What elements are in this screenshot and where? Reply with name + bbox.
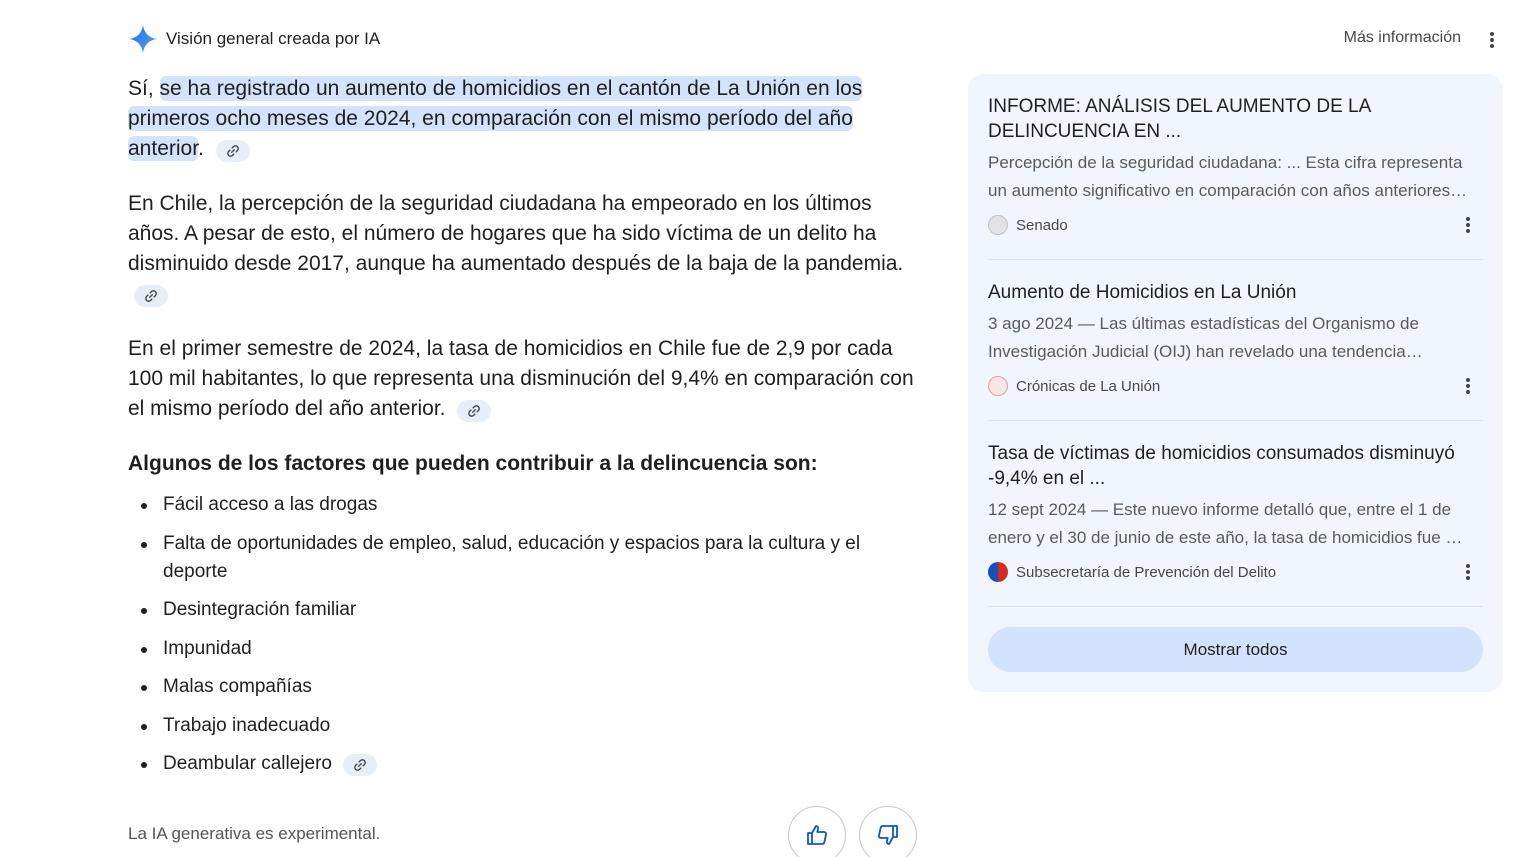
list-item: Falta de oportunidades de empleo, salud, educación y espacios para la cultura y el deporte [128,530,918,586]
thumbs-up-button[interactable] [788,806,846,857]
answer-paragraph-2: En Chile, la percepción de la seguridad ciudadana ha empeorado en los últimos años. A pesar de esto, el número de hogares que ha sido víctima de un delito ha disminuido desde 2017, aunque ha aumentado después de la baja de la pandemia. [128,189,918,309]
link-icon [467,404,481,418]
factors-list [128,491,918,778]
highlighted-answer[interactable]: se ha registrado un aumento de homicidios en el cantón de La Unión en los primeros ocho meses de 2024, en comparación con el mismo período del año anterior [128,77,863,160]
list-item: Desintegración familiar [128,596,918,624]
source-card-title[interactable]: Aumento de Homicidios en La Unión [988,282,1297,303]
more-options-icon[interactable] [1485,29,1499,51]
list-item: Malas compañías [128,673,918,701]
source-card-snippet: 3 ago 2024 — Las últimas estadísticas del Organismo de Investigación Judicial (OIJ) han revelado una tendencia… [988,314,1423,361]
answer-paragraph-3: En el primer semestre de 2024, la tasa de homicidios en Chile fue de 2,9 por cada 100 mil habitantes, lo que representa una disminución del 9,4% en comparación con el mismo período del año anterior. [128,337,914,420]
divider [988,259,1483,260]
divider [988,420,1483,421]
show-all-button[interactable]: Mostrar todos [988,627,1483,672]
source-options-icon[interactable] [1461,216,1475,234]
ai-answer-body [128,74,918,789]
source-card-title[interactable]: Tasa de víctimas de homicidios consumados disminuyó -9,4% en el ... [988,443,1455,489]
link-icon [226,144,240,158]
source-link-chip[interactable] [457,400,491,422]
answer-paragraph-1: Sí, se ha registrado un aumento de homicidios en el cantón de La Unión en los primeros ocho meses de 2024, en comparación con el mismo período del año anterior. [128,77,863,160]
thumbs-down-icon [876,823,900,847]
experimental-note: La IA generativa es experimental. [128,824,381,843]
ai-overview-title: Visión general creada por IA [166,29,381,48]
source-card[interactable] [988,94,1483,237]
source-card-title[interactable]: INFORME: ANÁLISIS DEL AUMENTO DE LA DELINCUENCIA EN ... [988,96,1371,142]
source-card[interactable] [988,441,1483,584]
source-card-source: Subsecretaría de Prevención del Delito [988,560,1483,584]
sources-panel [968,74,1503,692]
source-card-snippet: 12 sept 2024 — Este nuevo informe detalló que, entre el 1 de enero y el 30 de junio de este año, la tasa de homicidios fue … [988,500,1463,547]
senado-favicon-icon [988,215,1008,235]
source-link-chip[interactable] [343,754,377,776]
list-item: Fácil acceso a las drogas [128,491,918,519]
list-item: Impunidad [128,635,918,663]
source-card[interactable] [988,280,1483,398]
thumbs-down-button[interactable] [859,806,917,857]
list-item: Trabajo inadecuado [128,712,918,740]
factors-heading: Algunos de los factores que pueden contribuir a la delincuencia son: [128,452,818,475]
ai-overview-header [128,24,380,54]
divider [988,606,1483,607]
source-card-snippet: Percepción de la seguridad ciudadana: ... Esta cifra representa un aumento significativo en comparación con años anteriores… [988,153,1468,200]
gemini-sparkle-icon [128,24,158,54]
link-icon [353,758,367,772]
link-icon [144,289,158,303]
source-card-source: Crónicas de La Unión [988,374,1483,398]
gobierno-chile-favicon-icon [988,562,1008,582]
thumbs-up-icon [805,823,829,847]
source-link-chip[interactable] [134,285,168,307]
source-options-icon[interactable] [1461,377,1475,395]
cronicas-favicon-icon [988,376,1008,396]
source-link-chip[interactable] [216,140,250,162]
more-info-link[interactable]: Más información [1343,29,1461,46]
list-item: Deambular callejero [128,750,918,778]
source-card-source: Senado [988,213,1483,237]
source-options-icon[interactable] [1461,563,1475,581]
